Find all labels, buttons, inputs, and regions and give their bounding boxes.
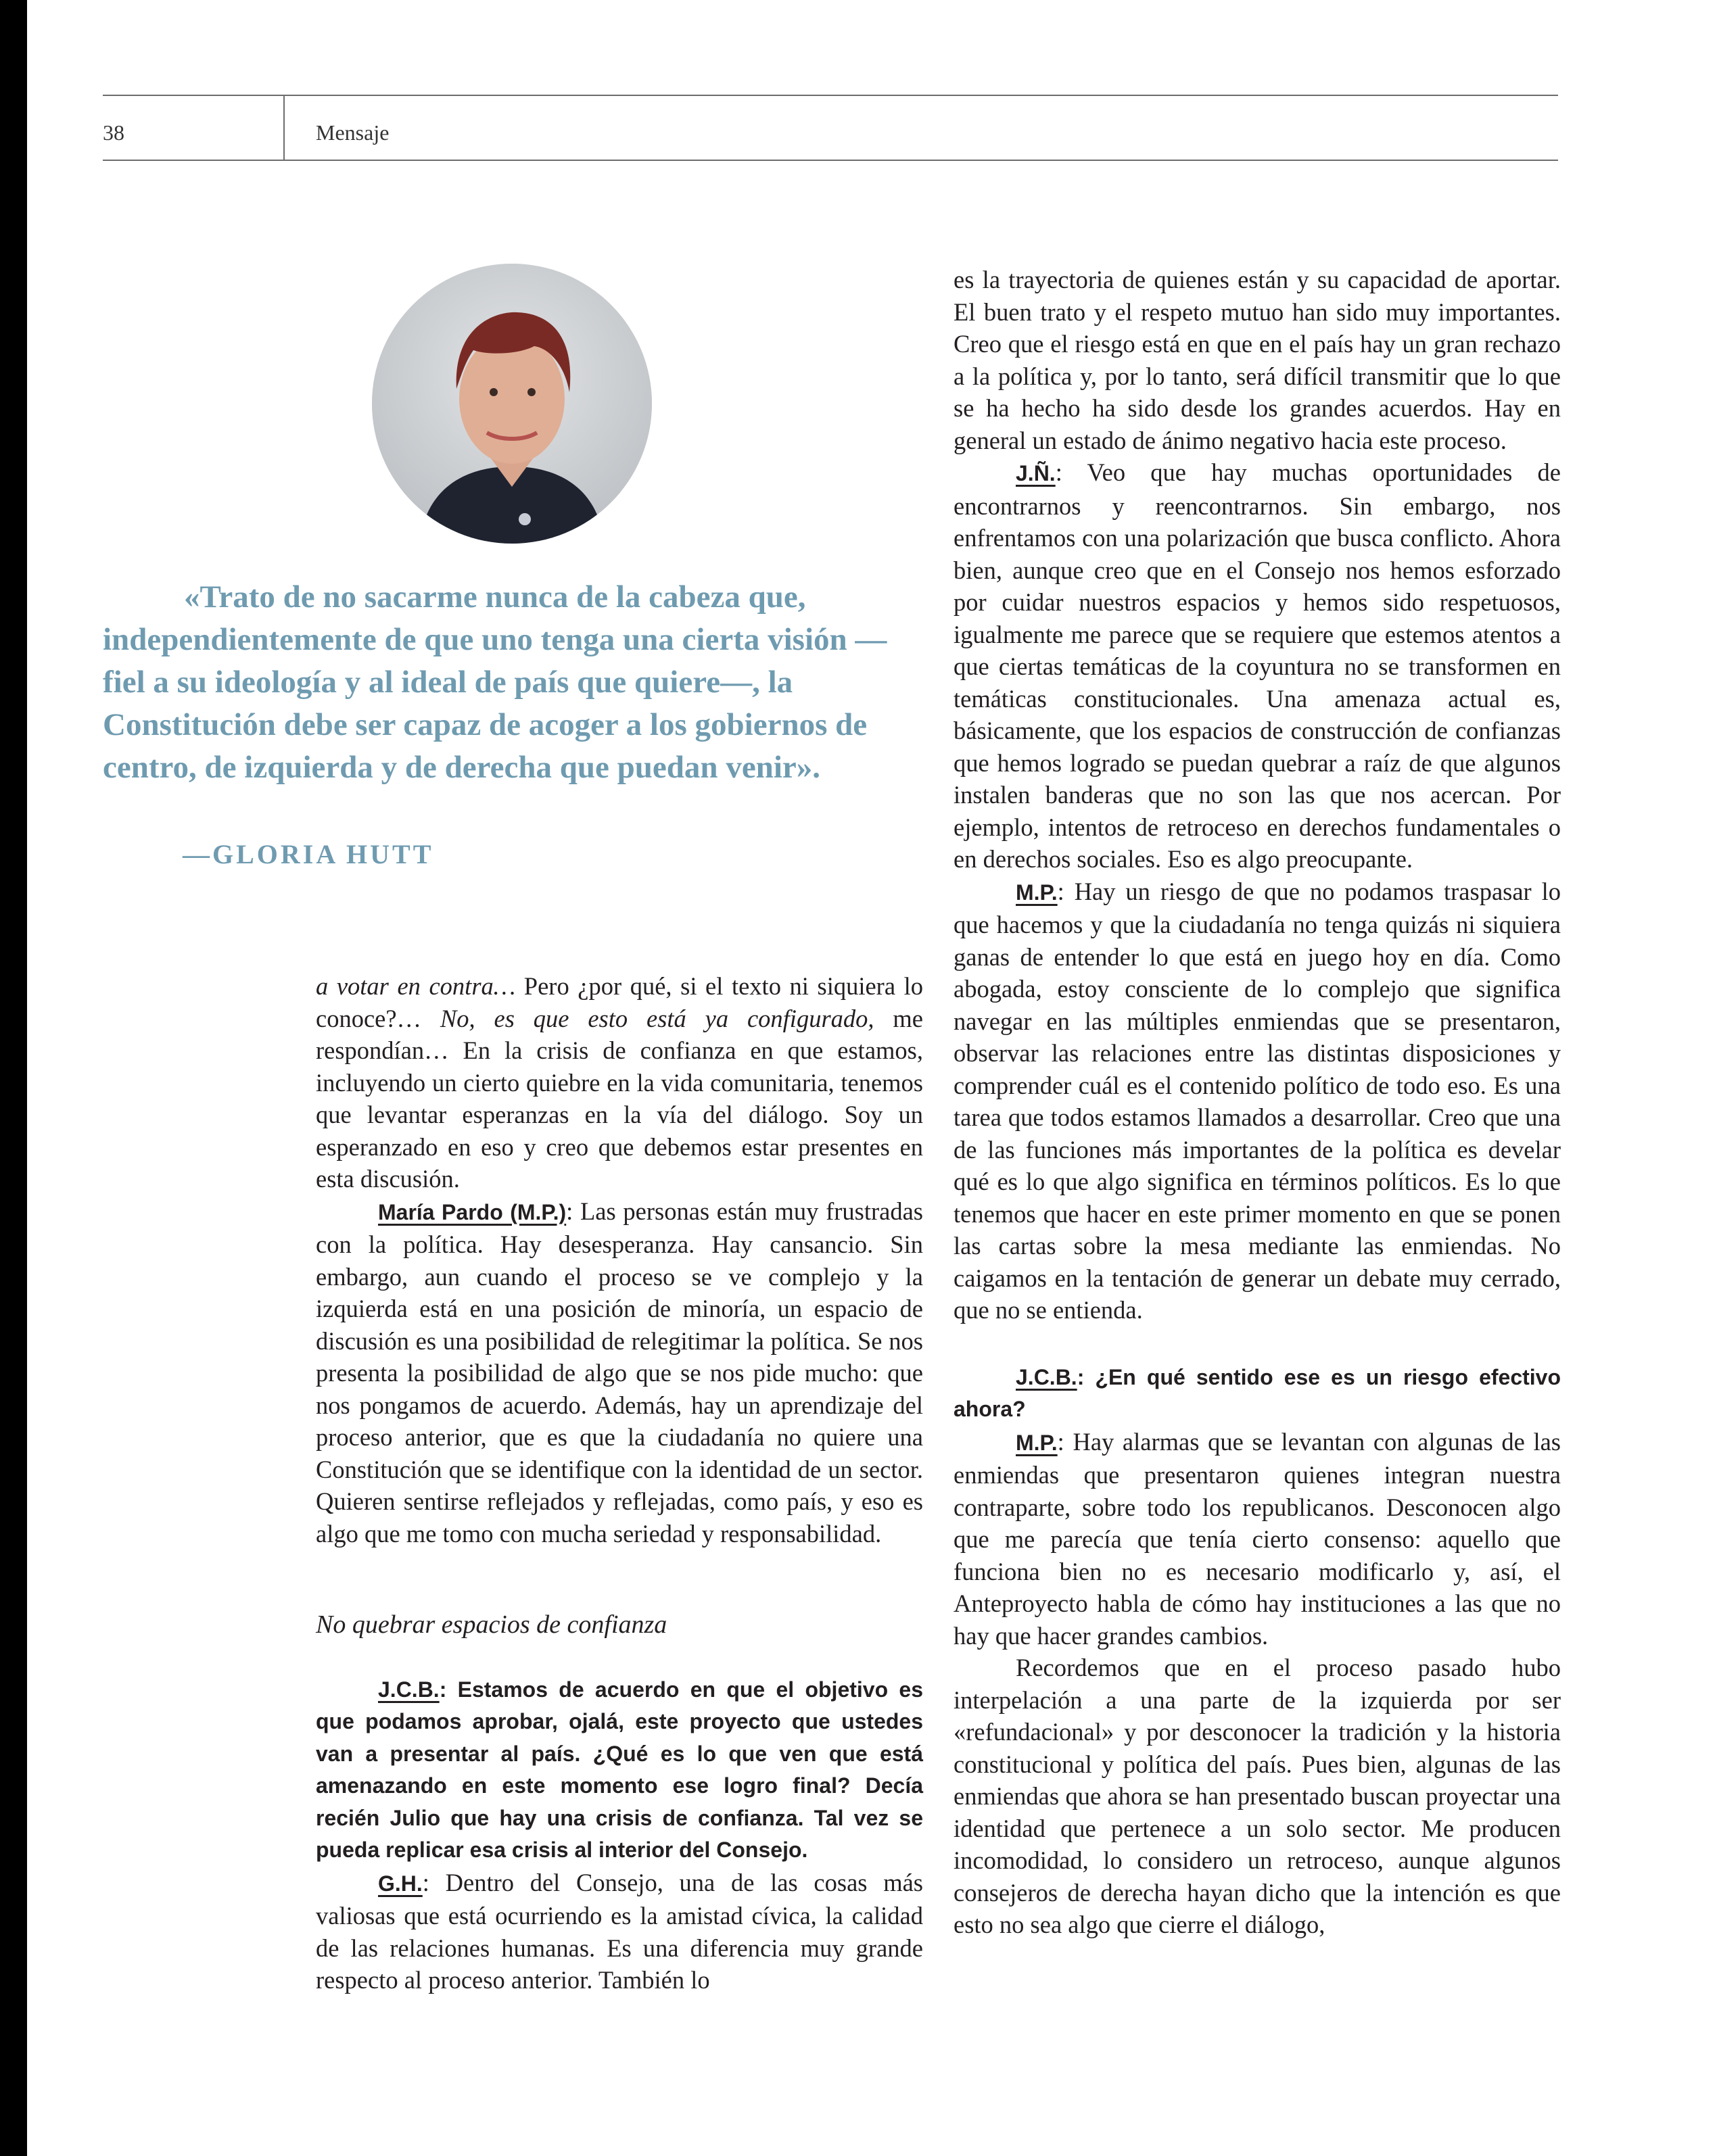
speaker-label: J.Ñ. bbox=[1016, 461, 1056, 485]
interviewer-question: J.C.B.: ¿En qué sentido ese es un riesgo efectivo ahora? bbox=[954, 1364, 1561, 1421]
interviewer-question: J.C.B.: Estamos de acuerdo en que el objetivo es que podamos aprobar, ojalá, este proyecto que ustedes van a presentar al país. ¿Qué es lo que ven que está amenazando en este momento ese logro final? Decía recién Julio que hay una crisis de confianza. Tal vez se pueda replicar esa crisis al interior del Consejo. bbox=[316, 1677, 923, 1862]
paragraph: es la trayectoria de quienes están y su capacidad de aportar. El buen trato y el respeto mutuo han sido muy importantes. Creo que el riesgo está en que en el país hay un gran rechazo a la política y, por lo tanto, será difícil transmitir que lo que se ha hecho ha sido desde los grandes acuerdos. Hay en general un estado de ánimo negativo hacia este proceso. bbox=[954, 266, 1561, 454]
right-column bbox=[954, 264, 1561, 1941]
paragraph: a votar en contra… Pero ¿por qué, si el texto ni siquiera lo conoce?… No, es que esto está ya configurado, me respondían… En la crisis de confianza en que estamos, incluyendo un cierto quiebre en la vida comunitaria, tenemos que levantar esperanzas en la vía del diálogo. Soy un esperanzado en eso y creo que debemos estar presentes en esta discusión. bbox=[316, 972, 924, 1193]
header-top-rule bbox=[103, 95, 1558, 96]
portrait-photo bbox=[372, 264, 652, 544]
paragraph: J.Ñ.: Veo que hay muchas oportunidades de encontrarnos y reencontrarnos. Sin embargo, nos enfrentamos con una polarización que busca conflicto. Ahora bien, aunque creo que en el Consejo nos hemos esforzado por cuidar nuestros espacios y hemos sido respetuosos, igualmente me parece que se requiere que estemos atentos a que ciertas temáticas de la coyuntura no se transformen en temáticas constitucionales. Una amenaza actual es, básicamente, que los espacios de construcción de confianzas que hemos logrado se puedan quebrar a raíz de que algunos instalen banderas que no son las que nos acercan. Por ejemplo, intentos de retroceso en derechos fundamentales o en derechos sociales. Eso es algo preocupante. bbox=[954, 458, 1561, 873]
paragraph: M.P.: Hay alarmas que se levantan con algunas de las enmiendas que presentaron quienes integran nuestra contraparte, sobre todo los republicanos. Desconocen algo que me parecía que tenía cierto consenso: aquello que funciona bien no es necesario modificarlo y, así, el Anteproyecto habla de cómo hay instituciones a las que no hay que hacer grandes cambios. bbox=[954, 1427, 1561, 1650]
speaker-label: G.H. bbox=[378, 1871, 423, 1896]
header-bottom-rule bbox=[103, 160, 1558, 161]
pull-quote-attribution: —GLORIA HUTT bbox=[183, 839, 434, 869]
paragraph: Recordemos que en el proceso pasado hubo interpelación a una parte de la izquierda por ser «refundacional» y por desconocer la tradición y la historia constitucional y política del país. Pues bien, algunas de las enmiendas que ahora se han presentado buscan proyectar una identidad que pertenece a un solo sector. Me producen incomodidad, lo considero un retroceso, aunque algunos consejeros de derecha hayan dicho que la intención es que esto no sea algo que cierre el diálogo, bbox=[954, 1654, 1561, 1938]
speaker-label: M.P. bbox=[1016, 1430, 1058, 1455]
paragraph: María Pardo (M.P.): Las personas están muy frustradas con la política. Hay desesperanza. Hay cansancio. Sin embargo, aun cuando el proceso se ve complejo y la izquierda está en una posición de minoría, un espacio de discusión es una posibilidad de relegitimar la política. Se nos presenta la posibilidad de algo que se nos pide mucho: que nos pongamos de acuerdo. Además, hay un aprendizaje del proceso anterior, que es que la ciudadanía no quiere una Constitución que se identifique con la identidad de un sector. Quieren sentirse reflejados y reflejadas, como país, y eso es algo que me tomo con mucha seriedad y responsabilidad. bbox=[316, 1197, 924, 1548]
section-title: Mensaje bbox=[316, 120, 390, 145]
speaker-label: M.P. bbox=[1016, 880, 1058, 905]
avatar bbox=[372, 264, 652, 544]
left-column bbox=[316, 970, 923, 1996]
pull-quote: «Trato de no sacarme nunca de la cabeza que, independientemente de que uno tenga una cierta visión —fiel a su ideología y al ideal de país que quiere—, la Constitución debe ser capaz de acoger a los gobiernos de centro, de izquierda y de derecha que puedan venir». bbox=[103, 579, 887, 785]
header-divider bbox=[283, 95, 285, 161]
speaker-label: María Pardo (M.P.) bbox=[378, 1199, 567, 1224]
paragraph: M.P.: Hay un riesgo de que no podamos traspasar lo que hacemos y que la ciudadanía no tenga quizás ni siquiera ganas de entender lo que está en juego hoy en día. Como abogada, estoy consciente de lo complejo que significa navegar en las múltiples enmiendas que se presentaron, observar las relaciones entre las distintas disposiciones y comprender cuál es el contenido político de todo eso. Es una tarea que todos estamos llamados a desarrollar. Creo que una de las funciones más importantes de la política es develar qué es lo que algo significa en términos políticos. Es lo que tenemos que hacer en este primer momento en que se ponen las cartas sobre la mesa mediante las enmiendas. No caigamos en la tentación de generar un debate muy cerrado, que no se entienda. bbox=[954, 877, 1561, 1324]
speaker-label: J.C.B. bbox=[378, 1677, 440, 1702]
paragraph: G.H.: Dentro del Consejo, una de las cosas más valiosas que está ocurriendo es la amistad cívica, la calidad de las relaciones humanas. Es una diferencia muy grande respecto al proceso anterior. También lo bbox=[316, 1868, 923, 1994]
page-number: 38 bbox=[103, 120, 124, 145]
subheading: No quebrar espacios de confianza bbox=[316, 1610, 667, 1639]
page-edge-bar bbox=[0, 0, 27, 2156]
speaker-label: J.C.B. bbox=[1016, 1364, 1077, 1389]
